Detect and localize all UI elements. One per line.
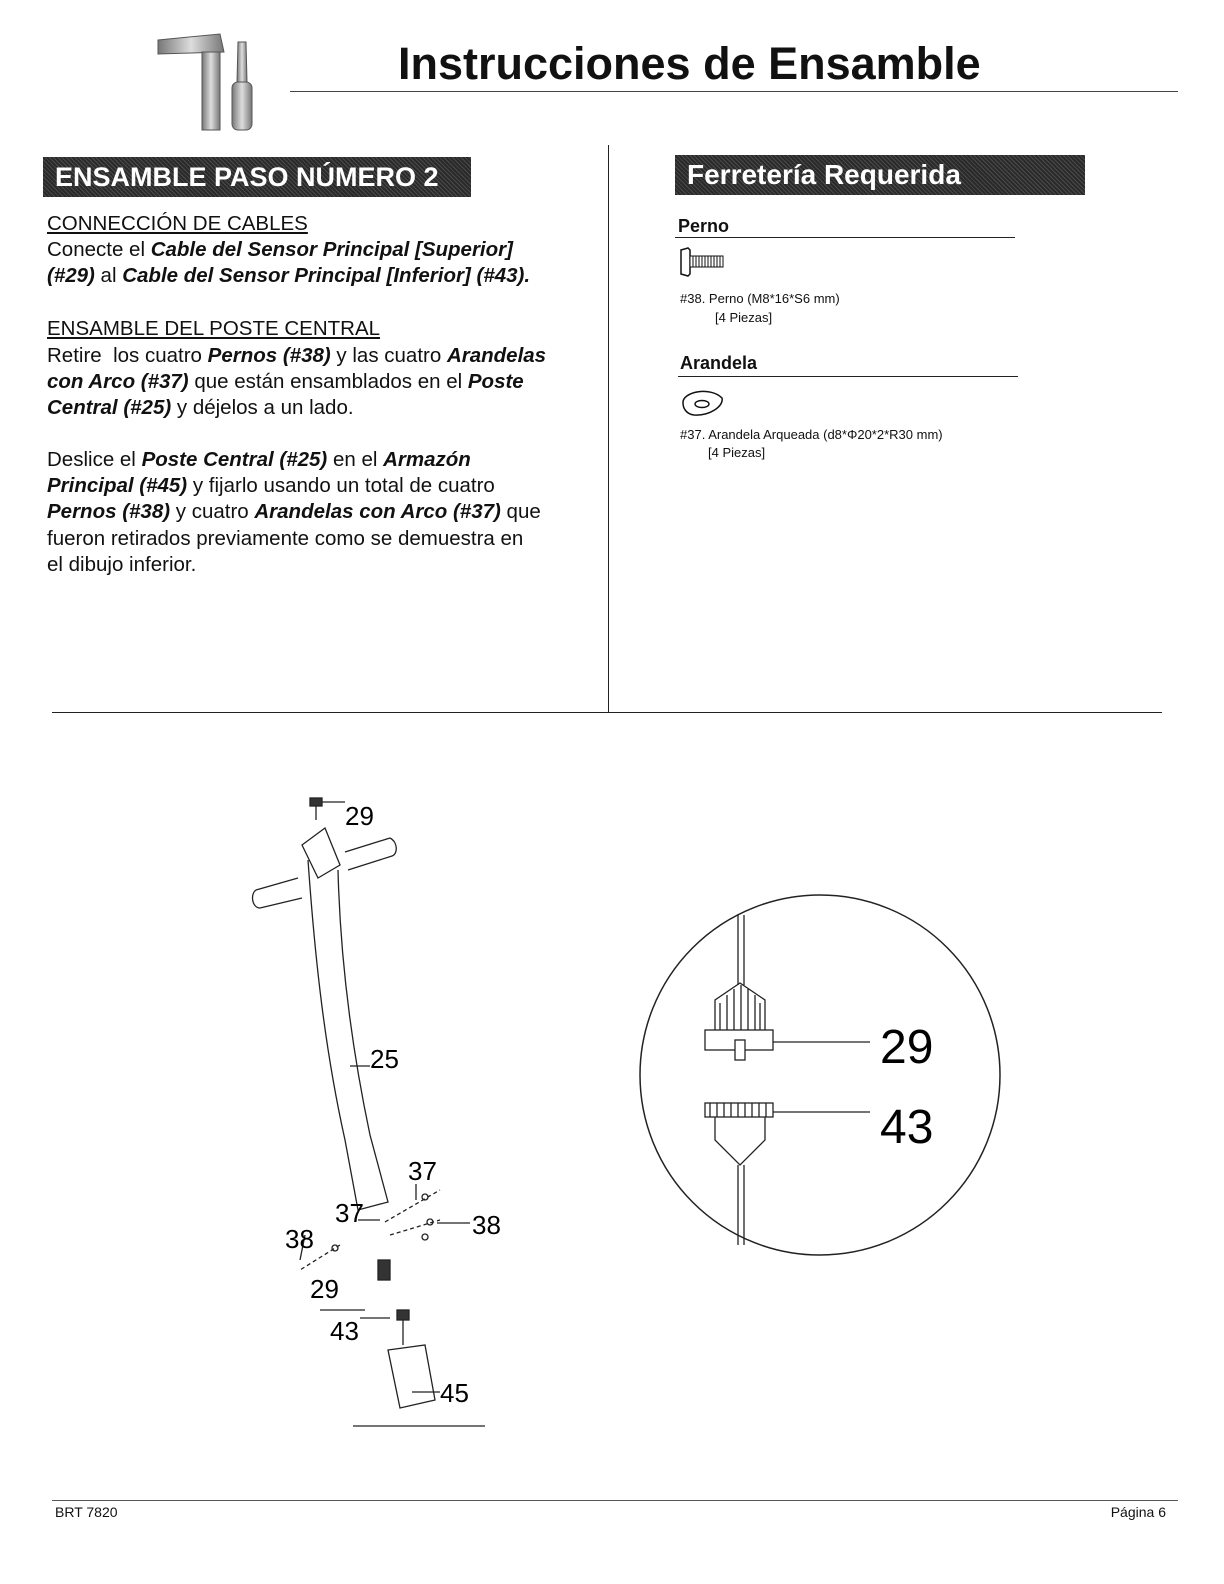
section-heading xyxy=(47,317,380,341)
instruction-text: el dibujo inferior. xyxy=(47,553,197,576)
part-reference: Poste xyxy=(467,370,524,393)
instruction-text: ENSAMBLE DEL POSTE CENTRAL xyxy=(47,317,381,340)
instruction-line xyxy=(47,448,471,472)
footer-model: BRT 7820 xyxy=(55,1504,118,1520)
section-divider xyxy=(52,712,1162,713)
washer-icon xyxy=(680,388,726,418)
part-reference: Arandelas con Arco (#37) xyxy=(254,500,501,523)
detail-label-29: 29 xyxy=(880,1021,934,1074)
instruction-line xyxy=(47,264,530,288)
instruction-text: Conecte el xyxy=(47,238,151,261)
instruction-line xyxy=(47,396,354,420)
hammer-screwdriver-icon xyxy=(150,22,260,134)
label-37-right: 37 xyxy=(408,1156,437,1186)
part-reference: Armazón xyxy=(383,448,471,471)
label-29-top: 29 xyxy=(345,801,374,831)
instruction-line xyxy=(47,474,495,498)
label-45: 45 xyxy=(440,1378,469,1408)
post-assembly-drawing xyxy=(240,790,540,1430)
hardware-qty-washer: [4 Piezas] xyxy=(708,445,766,460)
label-43: 43 xyxy=(330,1316,359,1346)
part-reference: Cable del Sensor Principal [Superior] xyxy=(150,238,513,261)
footer-page-number: Página 6 xyxy=(1110,1504,1166,1520)
instruction-text: que están ensamblados en el xyxy=(188,370,468,393)
instruction-text: Deslice el xyxy=(47,448,142,471)
part-reference: Principal (#45) xyxy=(47,474,188,497)
part-reference: Poste Central (#25) xyxy=(141,448,328,471)
part-reference: Cable del Sensor Principal [Inferior] (#43). xyxy=(122,264,531,287)
hardware-banner: Ferretería Requerida xyxy=(675,155,1085,195)
instruction-line xyxy=(47,370,524,394)
label-37-left: 37 xyxy=(335,1198,364,1228)
instruction-line xyxy=(47,553,196,577)
instruction-line xyxy=(47,238,513,262)
instruction-text: y las cuatro xyxy=(330,344,447,367)
part-reference: (#29) xyxy=(47,264,95,287)
part-reference: con Arco (#37) xyxy=(47,370,189,393)
instruction-text: fueron retirados previamente como se demuestra en xyxy=(47,527,524,550)
footer-rule xyxy=(52,1500,1178,1501)
hardware-desc-bolt: #38. Perno (M8*16*S6 mm) xyxy=(680,291,840,306)
hardware-rule xyxy=(675,237,1015,238)
label-38-left: 38 xyxy=(285,1224,314,1254)
instruction-text: y fijarlo usando un total de cuatro xyxy=(187,474,495,497)
instruction-line xyxy=(47,500,541,524)
instruction-line xyxy=(47,527,523,551)
page-title: Instrucciones de Ensamble xyxy=(398,38,981,89)
instruction-line xyxy=(47,344,546,368)
instruction-text: CONNECCIÓN DE CABLES xyxy=(47,212,308,235)
instruction-text: Retire los cuatro xyxy=(47,344,208,367)
instruction-text: al xyxy=(94,264,123,287)
instruction-text: y déjelos a un lado. xyxy=(171,396,354,419)
part-reference: Pernos (#38) xyxy=(207,344,331,367)
part-reference: Central (#25) xyxy=(47,396,172,419)
instruction-text: y cuatro xyxy=(170,500,255,523)
hardware-desc-washer: #37. Arandela Arqueada (d8*Φ20*2*R30 mm) xyxy=(680,427,943,442)
instruction-text: que xyxy=(500,500,541,523)
label-29-bottom: 29 xyxy=(310,1274,339,1304)
label-38-right: 38 xyxy=(472,1210,501,1240)
connector-detail-circle xyxy=(630,885,1010,1265)
detail-label-43: 43 xyxy=(880,1101,934,1154)
hardware-heading-bolt: Perno xyxy=(678,216,730,236)
hardware-qty-bolt: [4 Piezas] xyxy=(715,310,773,325)
part-reference: Arandelas xyxy=(446,344,547,367)
step-banner: ENSAMBLE PASO NÚMERO 2 xyxy=(43,157,471,197)
hardware-rule xyxy=(678,376,1018,377)
column-divider xyxy=(608,145,609,713)
hardware-heading-washer: Arandela xyxy=(680,353,758,373)
section-heading xyxy=(47,212,308,236)
label-25: 25 xyxy=(370,1044,399,1074)
part-reference: Pernos (#38) xyxy=(47,500,171,523)
instruction-text: en el xyxy=(327,448,384,471)
title-underline xyxy=(290,91,1178,92)
bolt-icon xyxy=(680,247,725,279)
